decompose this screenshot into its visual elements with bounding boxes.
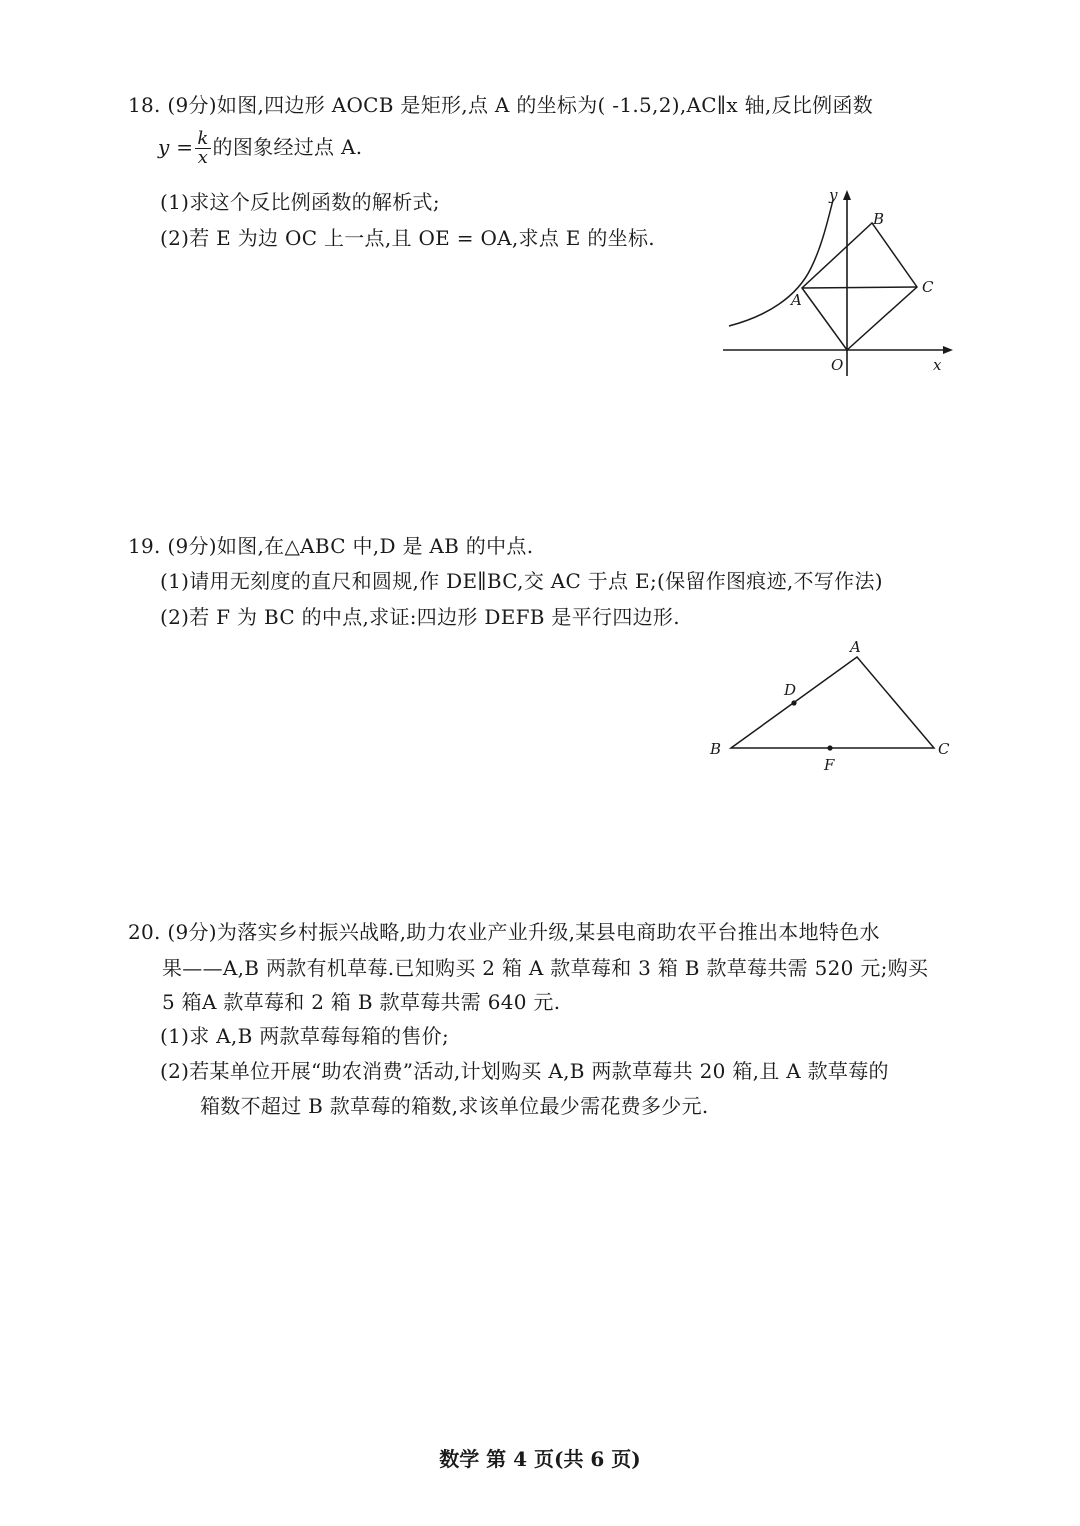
q18-frac-denominator: x — [197, 147, 209, 168]
q18-y-axis-arrow — [843, 190, 851, 200]
q18-func-lhs: y = — [158, 135, 194, 159]
q19-label-C: C — [938, 740, 950, 758]
q19-point-D — [791, 700, 796, 705]
q18-label-A: A — [791, 291, 802, 309]
q19-label-B: B — [710, 740, 722, 758]
q19-point-F — [827, 745, 832, 750]
q18-func-rest: 的图象经过点 A. — [212, 135, 363, 159]
q19-label-F: F — [824, 756, 835, 774]
q19-figure — [700, 630, 960, 780]
q20-sub2-line2: 箱数不超过 B 款草莓的箱数,求该单位最少需花费多少元. — [200, 1094, 709, 1118]
q20-sub1: (1)求 A,B 两款草莓每箱的售价; — [160, 1024, 449, 1048]
q19-label-D: D — [784, 681, 797, 699]
q19-label-A: A — [850, 638, 861, 656]
q18-label-O: O — [831, 356, 844, 374]
q19-sub1: (1)请用无刻度的直尺和圆规,作 DE∥BC,交 AC 于点 E;(保留作图痕迹,不写作法) — [160, 569, 883, 593]
q18-frac-numerator: k — [197, 128, 209, 149]
q20-stem-line2: 果——A,B 两款有机草莓.已知购买 2 箱 A 款草莓和 3 箱 B 款草莓共需 520 元;购买 — [162, 956, 929, 980]
page-footer: 数学 第 4 页(共 6 页) — [439, 1447, 641, 1471]
q18-x-axis-arrow — [943, 346, 953, 354]
q18-sub1: (1)求这个反比例函数的解析式; — [160, 190, 440, 214]
q18-fraction — [195, 130, 210, 167]
q18-label-y: y — [829, 186, 838, 204]
q18-stem-line2 — [158, 130, 362, 167]
q18-hyperbola-curve — [729, 200, 833, 326]
q20-stem-line3: 5 箱A 款草莓和 2 箱 B 款草莓共需 640 元. — [162, 990, 561, 1014]
q18-label-x: x — [933, 356, 942, 374]
q19-stem: 19. (9分)如图,在△ABC 中,D 是 AB 的中点. — [128, 534, 534, 558]
q19-triangle-ABC — [731, 657, 934, 748]
q18-label-B: B — [873, 210, 885, 228]
q18-segment-AC — [802, 287, 917, 288]
q18-label-C: C — [922, 278, 934, 296]
q18-sub2: (2)若 E 为边 OC 上一点,且 OE = OA,求点 E 的坐标. — [160, 226, 655, 250]
q18-stem-line1: 18. (9分)如图,四边形 AOCB 是矩形,点 A 的坐标为( -1.5,2),AC∥x 轴,反比例函数 — [128, 93, 874, 117]
q19-sub2: (2)若 F 为 BC 的中点,求证:四边形 DEFB 是平行四边形. — [160, 605, 680, 629]
q20-sub2-line1: (2)若某单位开展“助农消费”活动,计划购买 A,B 两款草莓共 20 箱,且 A 款草莓的 — [160, 1059, 889, 1083]
q18-figure — [715, 180, 965, 380]
q20-stem-line1: 20. (9分)为落实乡村振兴战略,助力农业产业升级,某县电商助农平台推出本地特色水 — [128, 920, 880, 944]
